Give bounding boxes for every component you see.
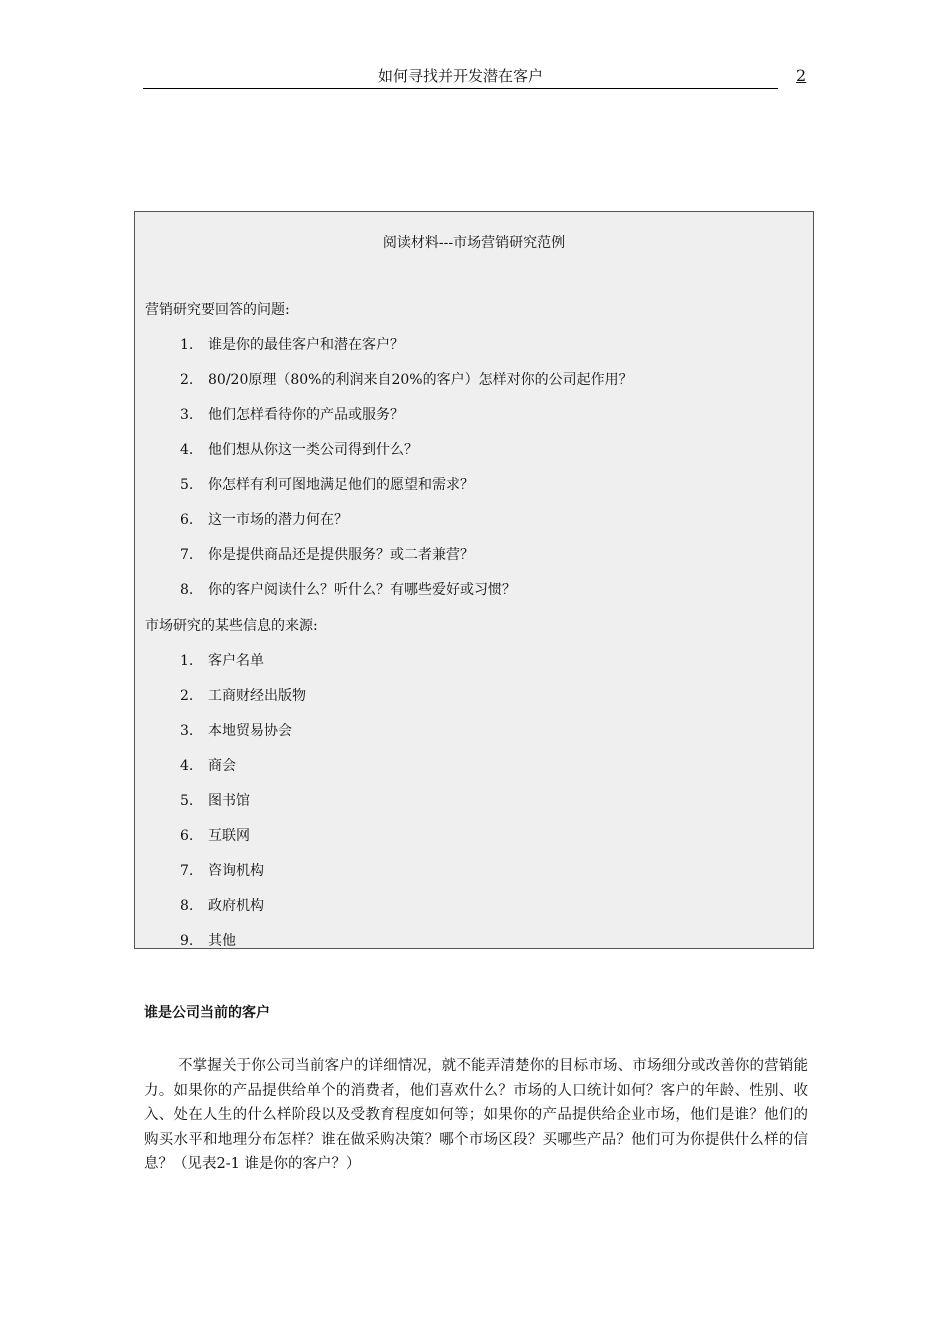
question-item [180,475,474,495]
question-item-number: 6. [180,512,194,528]
sources-label: 市场研究的某些信息的来源: [145,618,318,634]
question-item [180,335,404,355]
question-item [180,370,633,390]
question-item [180,440,418,460]
source-item-number: 3. [180,723,194,739]
source-item [180,756,236,776]
question-item-text: 他们想从你这一类公司得到什么？ [208,442,418,458]
source-item-text: 其他 [208,933,236,949]
source-item-text: 互联网 [208,828,250,844]
source-item [180,896,264,916]
source-item [180,791,250,811]
header-title: 如何寻找并开发潜在客户 [377,67,543,85]
source-item-text: 图书馆 [208,793,250,809]
question-item-number: 1. [180,337,194,353]
question-item [180,405,404,425]
question-item-number: 5. [180,477,194,493]
source-item-text: 本地贸易协会 [208,723,292,739]
question-item [180,510,348,530]
question-item-number: 2. [180,372,194,388]
question-item-text: 这一市场的潜力何在？ [208,512,348,528]
source-item-number: 6. [180,828,194,844]
questions-label: 营销研究要回答的问题: [145,302,290,318]
question-item-number: 7. [180,547,194,563]
source-item [180,721,292,741]
source-item [180,651,264,671]
source-item [180,826,250,846]
source-item-number: 9. [180,933,194,949]
source-item [180,861,264,881]
page-number: 2 [796,66,807,85]
source-item-number: 7. [180,863,194,879]
source-item-number: 8. [180,898,194,914]
question-item-text: 他们怎样看待你的产品或服务？ [208,407,404,423]
source-item-text: 工商财经出版物 [208,688,306,704]
question-item-number: 4. [180,442,194,458]
reading-material-box [134,211,814,949]
question-item-text: 你是提供商品还是提供服务？或二者兼营？ [208,547,474,563]
source-item-text: 咨询机构 [208,863,264,879]
question-item-number: 8. [180,582,194,598]
source-item-text: 商会 [208,758,236,774]
source-item-text: 客户名单 [208,653,264,669]
source-item [180,686,306,706]
section-heading: 谁是公司当前的客户 [144,1005,270,1021]
source-item-number: 2. [180,688,194,704]
question-item-text: 80/20原理（80%的利润来自20%的客户）怎样对你的公司起作用？ [208,372,633,388]
box-title: 阅读材料---市场营销研究范例 [382,235,566,251]
source-item-text: 政府机构 [208,898,264,914]
question-item-number: 3. [180,407,194,423]
question-item-text: 谁是你的最佳客户和潜在客户？ [208,337,404,353]
source-item [180,931,236,949]
section-paragraph: 不掌握关于你公司当前客户的详细情况，就不能弄清楚你的目标市场、市场细分或改善你的营销能力。如果你的产品提供给单个的消费者，他们喜欢什么？市场的人口统计如何？客户的年龄、性别、收入、处在人生的什么样阶段以及受教育程度如何等；如果你的产品提供给企业市场，他们是谁？他们的购买水平和地理分布怎样？谁在做采购决策？哪个市场区段？买哪些产品？他们可为你提供什么样的信息？（见表2-1 谁是你的客户？） [144,1058,808,1172]
source-item-number: 5. [180,793,194,809]
source-item-number: 1. [180,653,194,669]
question-item-text: 你的客户阅读什么？听什么？有哪些爱好或习惯？ [208,582,516,598]
page-header [143,66,778,89]
question-item [180,580,516,600]
question-item-text: 你怎样有利可图地满足他们的愿望和需求？ [208,477,474,493]
question-item [180,545,474,565]
source-item-number: 4. [180,758,194,774]
